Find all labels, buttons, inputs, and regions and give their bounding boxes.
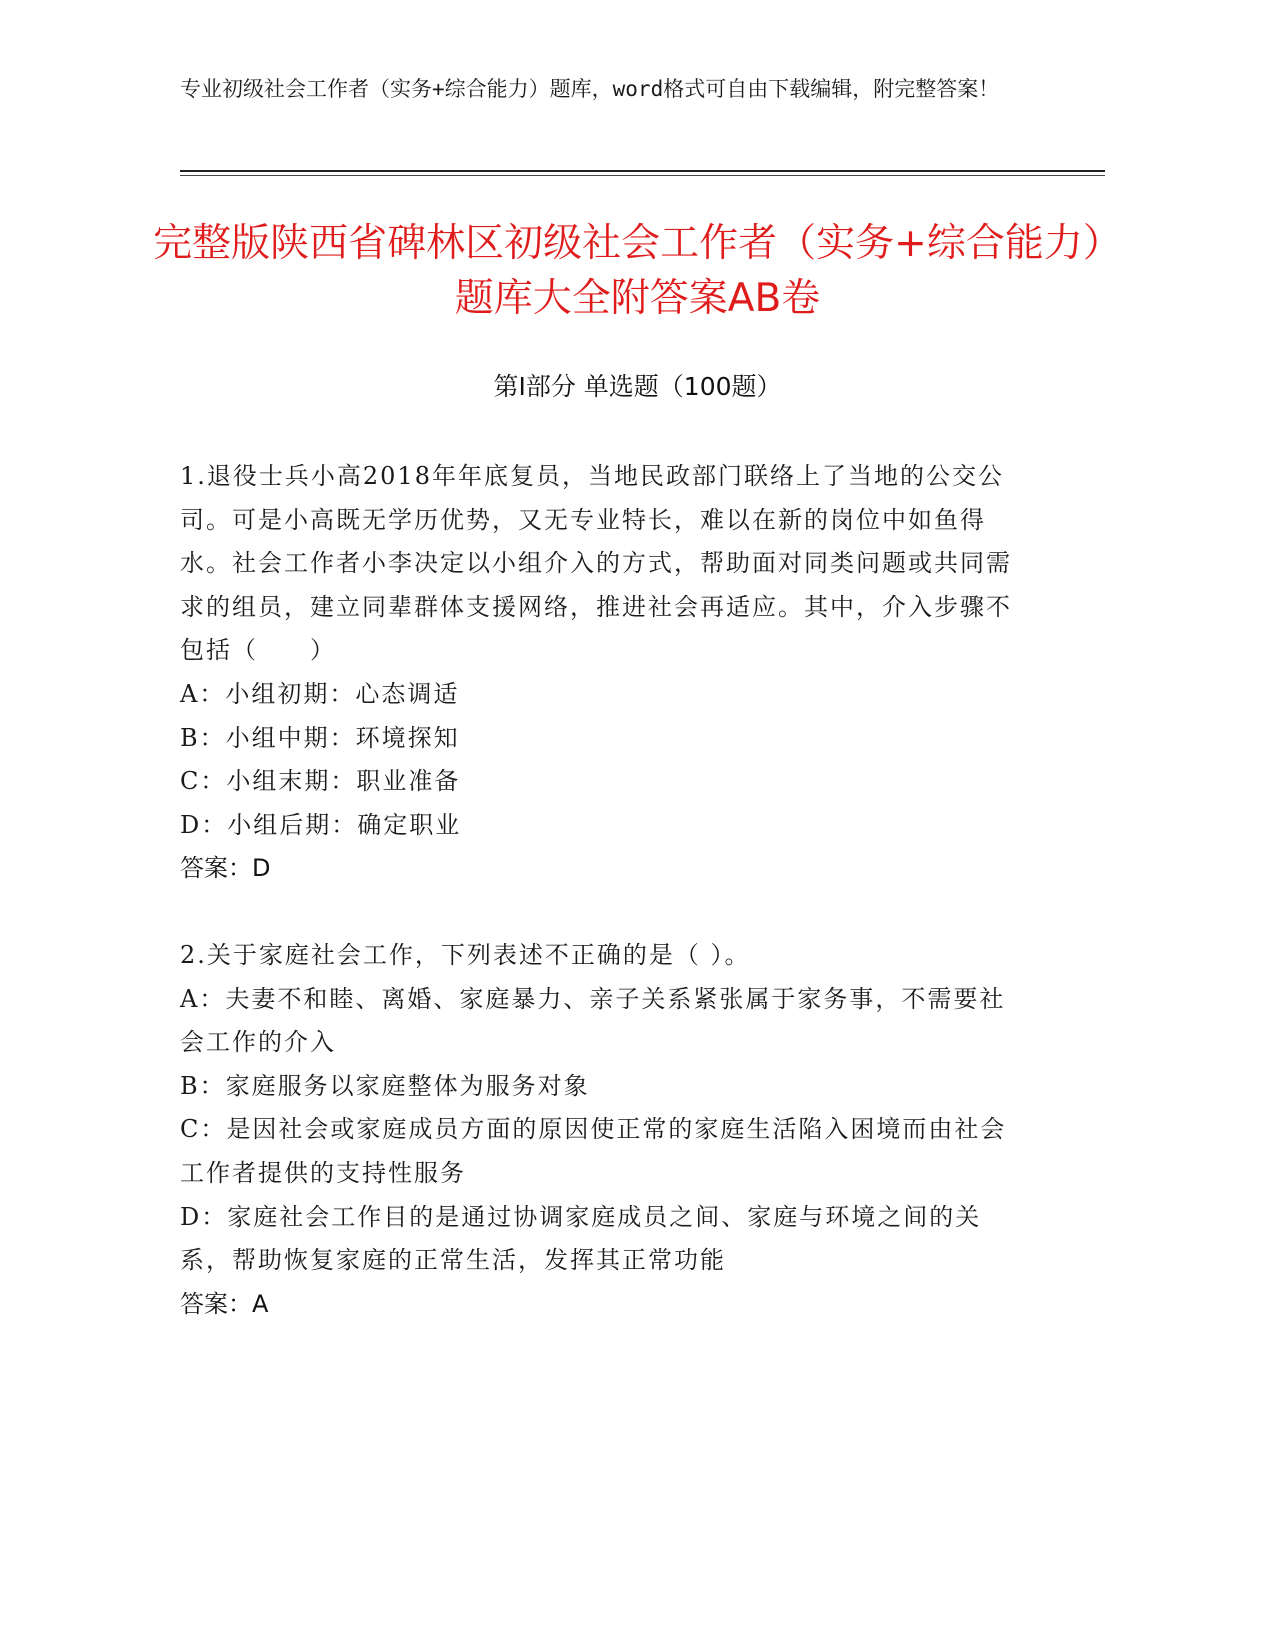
option-a: A：小组初期：心态调适 <box>180 679 460 708</box>
option-d: D：家庭社会工作目的是通过协调家庭成员之间、家庭与环境之间的关系，帮助恢复家庭的正常生活，发挥其正常功能 <box>180 1202 982 1275</box>
question-1 <box>180 455 1030 891</box>
option-a: A：夫妻不和睦、离婚、家庭暴力、亲子关系紧张属于家务事，不需要社会工作的介入 <box>180 984 1006 1057</box>
document-title: 完整版陕西省碑林区初级社会工作者（实务+综合能力）题库大全附答案AB卷 <box>153 221 1122 321</box>
answer: 答案：D <box>180 854 271 883</box>
section-title: 第I部分 单选题（100题） <box>493 372 782 401</box>
question-text: 1.退役士兵小高2018年年底复员，当地民政部门联络上了当地的公交公司。可是小高既无学历优势，又无专业特长，难以在新的岗位中如鱼得水。社会工作者小李决定以小组介入的方式，帮助面对同类问题或共同需求的组员，建立同辈群体支援网络，推进社会再适应。其中，介入步骤不包括（ ） <box>180 462 1012 665</box>
option-c: C：是因社会或家庭成员方面的原因使正常的家庭生活陷入困境而由社会工作者提供的支持性服务 <box>180 1115 1007 1187</box>
answer: 答案：A <box>180 1289 269 1318</box>
question-text: 2.关于家庭社会工作，下列表述不正确的是（ ）。 <box>180 940 751 969</box>
option-b: B：家庭服务以家庭整体为服务对象 <box>180 1071 590 1100</box>
option-b: B：小组中期：环境探知 <box>180 723 460 752</box>
question-list <box>180 455 1030 1326</box>
question-2 <box>180 934 1030 1326</box>
option-c: C：小组末期：职业准备 <box>180 767 461 796</box>
header-divider-thin <box>180 175 1105 176</box>
header-divider-thick <box>180 170 1105 172</box>
header-note: 专业初级社会工作者（实务+综合能力）题库，word格式可自由下载编辑，附完整答案！ <box>180 77 1000 101</box>
option-d: D：小组后期：确定职业 <box>180 810 462 839</box>
